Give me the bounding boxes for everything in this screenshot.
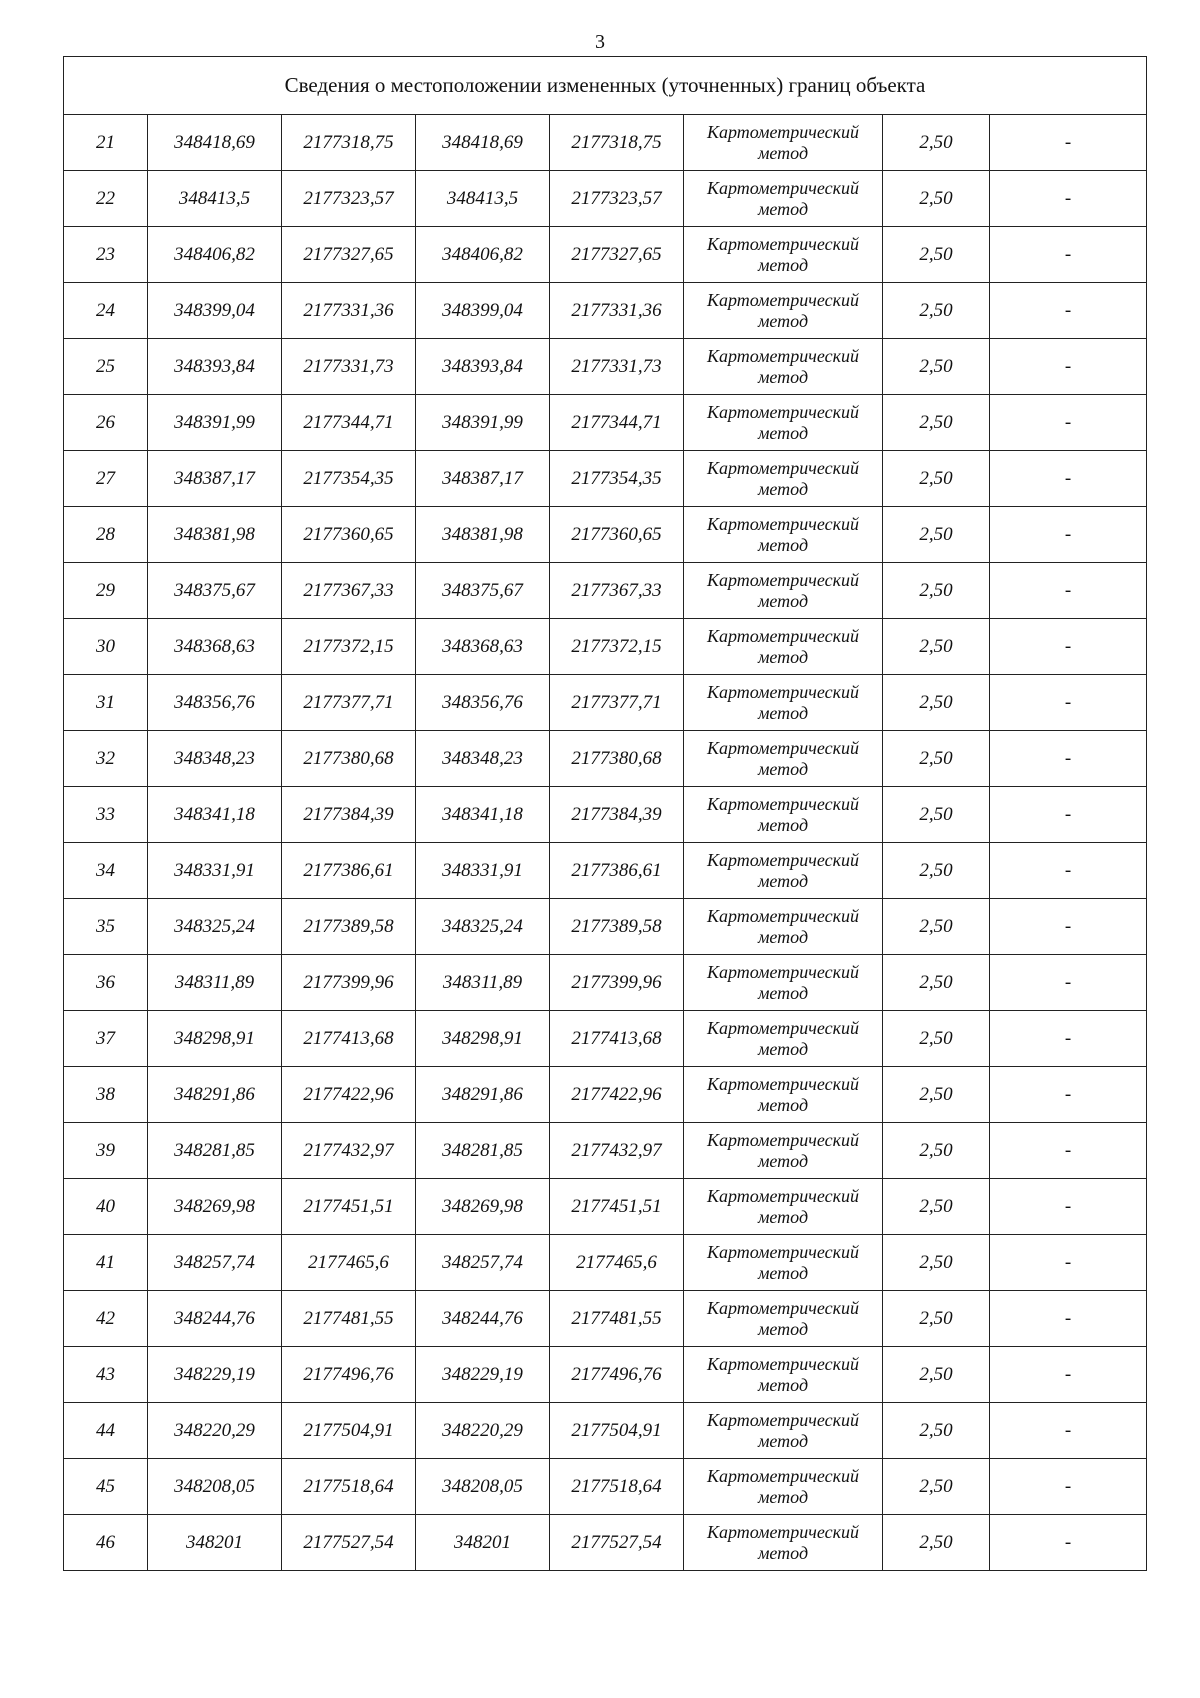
y-existing-cell: 2177344,71 [282,395,416,451]
description-cell: - [990,1515,1147,1571]
table-row [64,115,1147,171]
table-row [64,283,1147,339]
y-existing-cell: 2177451,51 [282,1179,416,1235]
method-line-2: метод [757,1150,809,1171]
point-number-cell: 35 [64,899,148,955]
point-number-cell: 43 [64,1347,148,1403]
point-number-cell: 45 [64,1459,148,1515]
y-refined-cell: 2177331,36 [550,283,684,339]
y-refined-cell: 2177504,91 [550,1403,684,1459]
method-cell [684,1459,883,1515]
x-refined-cell: 348281,85 [416,1123,550,1179]
x-refined-cell: 348341,18 [416,787,550,843]
description-cell: - [990,507,1147,563]
accuracy-cell: 2,50 [883,507,990,563]
y-existing-cell: 2177389,58 [282,899,416,955]
y-refined-cell: 2177331,73 [550,339,684,395]
point-number-cell: 36 [64,955,148,1011]
x-refined-cell: 348331,91 [416,843,550,899]
method-line-1: Картометрический [706,513,859,534]
accuracy-cell: 2,50 [883,675,990,731]
accuracy-cell: 2,50 [883,1235,990,1291]
method-cell [684,675,883,731]
method-line-2: метод [757,926,809,947]
point-number-cell: 22 [64,171,148,227]
y-refined-cell: 2177496,76 [550,1347,684,1403]
method-line-1: Картометрический [706,345,859,366]
page-number: 3 [595,31,605,53]
method-cell [684,1403,883,1459]
x-existing-cell: 348298,91 [148,1011,282,1067]
table-row [64,227,1147,283]
description-cell: - [990,563,1147,619]
method-cell [684,955,883,1011]
y-refined-cell: 2177344,71 [550,395,684,451]
accuracy-cell: 2,50 [883,227,990,283]
method-line-1: Картометрический [706,1017,859,1038]
y-refined-cell: 2177367,33 [550,563,684,619]
method-line-1: Картометрический [706,625,859,646]
x-refined-cell: 348413,5 [416,171,550,227]
table-row [64,1235,1147,1291]
method-cell [684,1123,883,1179]
x-existing-cell: 348244,76 [148,1291,282,1347]
table-row [64,507,1147,563]
accuracy-cell: 2,50 [883,787,990,843]
method-line-1: Картометрический [706,793,859,814]
description-cell: - [990,675,1147,731]
y-refined-cell: 2177380,68 [550,731,684,787]
table-row [64,1403,1147,1459]
description-cell: - [990,1011,1147,1067]
y-existing-cell: 2177481,55 [282,1291,416,1347]
accuracy-cell: 2,50 [883,899,990,955]
method-cell [684,619,883,675]
method-line-1: Картометрический [706,849,859,870]
y-refined-cell: 2177384,39 [550,787,684,843]
point-number-cell: 34 [64,843,148,899]
point-number-cell: 37 [64,1011,148,1067]
x-existing-cell: 348269,98 [148,1179,282,1235]
method-line-2: метод [757,1374,809,1395]
method-line-1: Картометрический [706,1185,859,1206]
x-existing-cell: 348208,05 [148,1459,282,1515]
x-existing-cell: 348393,84 [148,339,282,395]
y-existing-cell: 2177465,6 [282,1235,416,1291]
method-line-2: метод [757,646,809,667]
y-existing-cell: 2177323,57 [282,171,416,227]
accuracy-cell: 2,50 [883,1459,990,1515]
method-line-1: Картометрический [706,1073,859,1094]
table-row [64,395,1147,451]
point-number-cell: 44 [64,1403,148,1459]
y-refined-cell: 2177372,15 [550,619,684,675]
method-line-1: Картометрический [706,1129,859,1150]
accuracy-cell: 2,50 [883,339,990,395]
y-existing-cell: 2177496,76 [282,1347,416,1403]
x-existing-cell: 348341,18 [148,787,282,843]
x-refined-cell: 348375,67 [416,563,550,619]
x-refined-cell: 348418,69 [416,115,550,171]
description-cell: - [990,787,1147,843]
description-cell: - [990,339,1147,395]
table-title-row [64,57,1147,115]
method-line-2: метод [757,590,809,611]
accuracy-cell: 2,50 [883,843,990,899]
description-cell: - [990,1291,1147,1347]
accuracy-cell: 2,50 [883,283,990,339]
method-cell [684,395,883,451]
method-line-2: метод [757,758,809,779]
description-cell: - [990,227,1147,283]
y-existing-cell: 2177384,39 [282,787,416,843]
table-row [64,787,1147,843]
y-existing-cell: 2177399,96 [282,955,416,1011]
y-refined-cell: 2177377,71 [550,675,684,731]
x-refined-cell: 348391,99 [416,395,550,451]
x-refined-cell: 348220,29 [416,1403,550,1459]
x-refined-cell: 348298,91 [416,1011,550,1067]
y-refined-cell: 2177422,96 [550,1067,684,1123]
method-line-2: метод [757,366,809,387]
x-refined-cell: 348393,84 [416,339,550,395]
method-cell [684,1067,883,1123]
method-line-1: Картометрический [706,1353,859,1374]
method-cell [684,283,883,339]
y-refined-cell: 2177481,55 [550,1291,684,1347]
accuracy-cell: 2,50 [883,1123,990,1179]
method-cell [684,787,883,843]
point-number-cell: 23 [64,227,148,283]
y-refined-cell: 2177389,58 [550,899,684,955]
x-existing-cell: 348348,23 [148,731,282,787]
method-line-2: метод [757,534,809,555]
point-number-cell: 40 [64,1179,148,1235]
method-line-1: Картометрический [706,401,859,422]
method-line-2: метод [757,1486,809,1507]
point-number-cell: 21 [64,115,148,171]
y-refined-cell: 2177465,6 [550,1235,684,1291]
point-number-cell: 42 [64,1291,148,1347]
accuracy-cell: 2,50 [883,1179,990,1235]
point-number-cell: 24 [64,283,148,339]
x-existing-cell: 348229,19 [148,1347,282,1403]
y-existing-cell: 2177386,61 [282,843,416,899]
y-existing-cell: 2177372,15 [282,619,416,675]
table-row [64,1459,1147,1515]
point-number-cell: 27 [64,451,148,507]
description-cell: - [990,115,1147,171]
method-cell [684,507,883,563]
method-line-2: метод [757,1542,809,1563]
x-existing-cell: 348391,99 [148,395,282,451]
y-refined-cell: 2177432,97 [550,1123,684,1179]
table-row [64,1067,1147,1123]
x-existing-cell: 348311,89 [148,955,282,1011]
y-existing-cell: 2177367,33 [282,563,416,619]
table-row [64,675,1147,731]
method-line-1: Картометрический [706,569,859,590]
y-refined-cell: 2177386,61 [550,843,684,899]
y-existing-cell: 2177518,64 [282,1459,416,1515]
method-line-1: Картометрический [706,1241,859,1262]
method-line-2: метод [757,1430,809,1451]
method-line-1: Картометрический [706,233,859,254]
y-existing-cell: 2177354,35 [282,451,416,507]
y-refined-cell: 2177318,75 [550,115,684,171]
method-line-1: Картометрический [706,681,859,702]
point-number-cell: 29 [64,563,148,619]
method-cell [684,1179,883,1235]
table-title: Сведения о местоположении измененных (уточненных) границ объекта [64,57,1147,115]
method-line-1: Картометрический [706,457,859,478]
y-refined-cell: 2177327,65 [550,227,684,283]
y-existing-cell: 2177360,65 [282,507,416,563]
x-refined-cell: 348291,86 [416,1067,550,1123]
method-line-1: Картометрический [706,121,859,142]
point-number-cell: 31 [64,675,148,731]
point-number-cell: 33 [64,787,148,843]
x-existing-cell: 348281,85 [148,1123,282,1179]
table-row [64,1011,1147,1067]
accuracy-cell: 2,50 [883,171,990,227]
method-cell [684,451,883,507]
accuracy-cell: 2,50 [883,731,990,787]
x-existing-cell: 348387,17 [148,451,282,507]
point-number-cell: 41 [64,1235,148,1291]
method-line-2: метод [757,422,809,443]
accuracy-cell: 2,50 [883,1011,990,1067]
table-row [64,619,1147,675]
table-row [64,899,1147,955]
method-line-2: метод [757,982,809,1003]
x-refined-cell: 348381,98 [416,507,550,563]
y-existing-cell: 2177331,36 [282,283,416,339]
method-line-1: Картометрический [706,177,859,198]
method-line-2: метод [757,1094,809,1115]
description-cell: - [990,955,1147,1011]
accuracy-cell: 2,50 [883,1403,990,1459]
x-existing-cell: 348325,24 [148,899,282,955]
description-cell: - [990,731,1147,787]
table-row [64,563,1147,619]
method-cell [684,1011,883,1067]
x-existing-cell: 348413,5 [148,171,282,227]
method-cell [684,171,883,227]
x-refined-cell: 348244,76 [416,1291,550,1347]
table-row [64,171,1147,227]
point-number-cell: 32 [64,731,148,787]
y-existing-cell: 2177504,91 [282,1403,416,1459]
description-cell: - [990,843,1147,899]
accuracy-cell: 2,50 [883,563,990,619]
table-row [64,1291,1147,1347]
boundary-coordinates-table [63,56,1147,1571]
x-refined-cell: 348229,19 [416,1347,550,1403]
method-cell [684,1347,883,1403]
description-cell: - [990,1459,1147,1515]
point-number-cell: 30 [64,619,148,675]
method-line-2: метод [757,1206,809,1227]
x-refined-cell: 348208,05 [416,1459,550,1515]
description-cell: - [990,451,1147,507]
point-number-cell: 25 [64,339,148,395]
y-refined-cell: 2177413,68 [550,1011,684,1067]
y-refined-cell: 2177451,51 [550,1179,684,1235]
x-refined-cell: 348387,17 [416,451,550,507]
table-row [64,1347,1147,1403]
x-refined-cell: 348399,04 [416,283,550,339]
x-existing-cell: 348368,63 [148,619,282,675]
y-existing-cell: 2177377,71 [282,675,416,731]
accuracy-cell: 2,50 [883,1067,990,1123]
y-existing-cell: 2177413,68 [282,1011,416,1067]
point-number-cell: 39 [64,1123,148,1179]
x-refined-cell: 348269,98 [416,1179,550,1235]
method-line-1: Картометрический [706,961,859,982]
point-number-cell: 26 [64,395,148,451]
method-cell [684,115,883,171]
method-cell [684,843,883,899]
y-existing-cell: 2177527,54 [282,1515,416,1571]
method-line-2: метод [757,310,809,331]
method-line-2: метод [757,814,809,835]
description-cell: - [990,1067,1147,1123]
description-cell: - [990,1235,1147,1291]
method-line-2: метод [757,1318,809,1339]
accuracy-cell: 2,50 [883,115,990,171]
accuracy-cell: 2,50 [883,955,990,1011]
method-line-2: метод [757,1262,809,1283]
accuracy-cell: 2,50 [883,1515,990,1571]
x-existing-cell: 348406,82 [148,227,282,283]
method-line-2: метод [757,254,809,275]
method-line-1: Картометрический [706,905,859,926]
x-refined-cell: 348406,82 [416,227,550,283]
x-existing-cell: 348375,67 [148,563,282,619]
point-number-cell: 46 [64,1515,148,1571]
description-cell: - [990,1403,1147,1459]
point-number-cell: 28 [64,507,148,563]
description-cell: - [990,1123,1147,1179]
description-cell: - [990,1347,1147,1403]
y-refined-cell: 2177323,57 [550,171,684,227]
x-refined-cell: 348348,23 [416,731,550,787]
table-row [64,731,1147,787]
method-line-1: Картометрический [706,1521,859,1542]
y-refined-cell: 2177518,64 [550,1459,684,1515]
y-existing-cell: 2177422,96 [282,1067,416,1123]
method-line-1: Картометрический [706,1409,859,1430]
description-cell: - [990,395,1147,451]
method-cell [684,899,883,955]
point-number-cell: 38 [64,1067,148,1123]
method-cell [684,1235,883,1291]
x-refined-cell: 348201 [416,1515,550,1571]
description-cell: - [990,899,1147,955]
table-row [64,1515,1147,1571]
table-row [64,955,1147,1011]
description-cell: - [990,283,1147,339]
method-line-1: Картометрический [706,737,859,758]
x-refined-cell: 348356,76 [416,675,550,731]
description-cell: - [990,619,1147,675]
y-existing-cell: 2177318,75 [282,115,416,171]
x-existing-cell: 348356,76 [148,675,282,731]
method-cell [684,731,883,787]
method-line-1: Картометрический [706,289,859,310]
x-existing-cell: 348291,86 [148,1067,282,1123]
table-row [64,1179,1147,1235]
y-existing-cell: 2177432,97 [282,1123,416,1179]
accuracy-cell: 2,50 [883,451,990,507]
table-row [64,1123,1147,1179]
y-existing-cell: 2177380,68 [282,731,416,787]
method-cell [684,563,883,619]
method-line-1: Картометрический [706,1465,859,1486]
x-existing-cell: 348381,98 [148,507,282,563]
method-line-2: метод [757,142,809,163]
table-row [64,451,1147,507]
y-refined-cell: 2177360,65 [550,507,684,563]
y-existing-cell: 2177327,65 [282,227,416,283]
description-cell: - [990,171,1147,227]
x-refined-cell: 348325,24 [416,899,550,955]
x-existing-cell: 348331,91 [148,843,282,899]
y-refined-cell: 2177527,54 [550,1515,684,1571]
method-line-2: метод [757,478,809,499]
accuracy-cell: 2,50 [883,1291,990,1347]
accuracy-cell: 2,50 [883,619,990,675]
y-refined-cell: 2177399,96 [550,955,684,1011]
method-cell [684,1515,883,1571]
method-cell [684,1291,883,1347]
method-line-2: метод [757,702,809,723]
y-refined-cell: 2177354,35 [550,451,684,507]
table-row [64,339,1147,395]
x-existing-cell: 348220,29 [148,1403,282,1459]
x-existing-cell: 348399,04 [148,283,282,339]
x-existing-cell: 348418,69 [148,115,282,171]
x-existing-cell: 348257,74 [148,1235,282,1291]
method-line-2: метод [757,198,809,219]
description-cell: - [990,1179,1147,1235]
x-refined-cell: 348368,63 [416,619,550,675]
accuracy-cell: 2,50 [883,395,990,451]
table-row [64,843,1147,899]
y-existing-cell: 2177331,73 [282,339,416,395]
method-cell [684,227,883,283]
method-cell [684,339,883,395]
method-line-1: Картометрический [706,1297,859,1318]
x-refined-cell: 348257,74 [416,1235,550,1291]
x-refined-cell: 348311,89 [416,955,550,1011]
method-line-2: метод [757,870,809,891]
method-line-2: метод [757,1038,809,1059]
x-existing-cell: 348201 [148,1515,282,1571]
accuracy-cell: 2,50 [883,1347,990,1403]
